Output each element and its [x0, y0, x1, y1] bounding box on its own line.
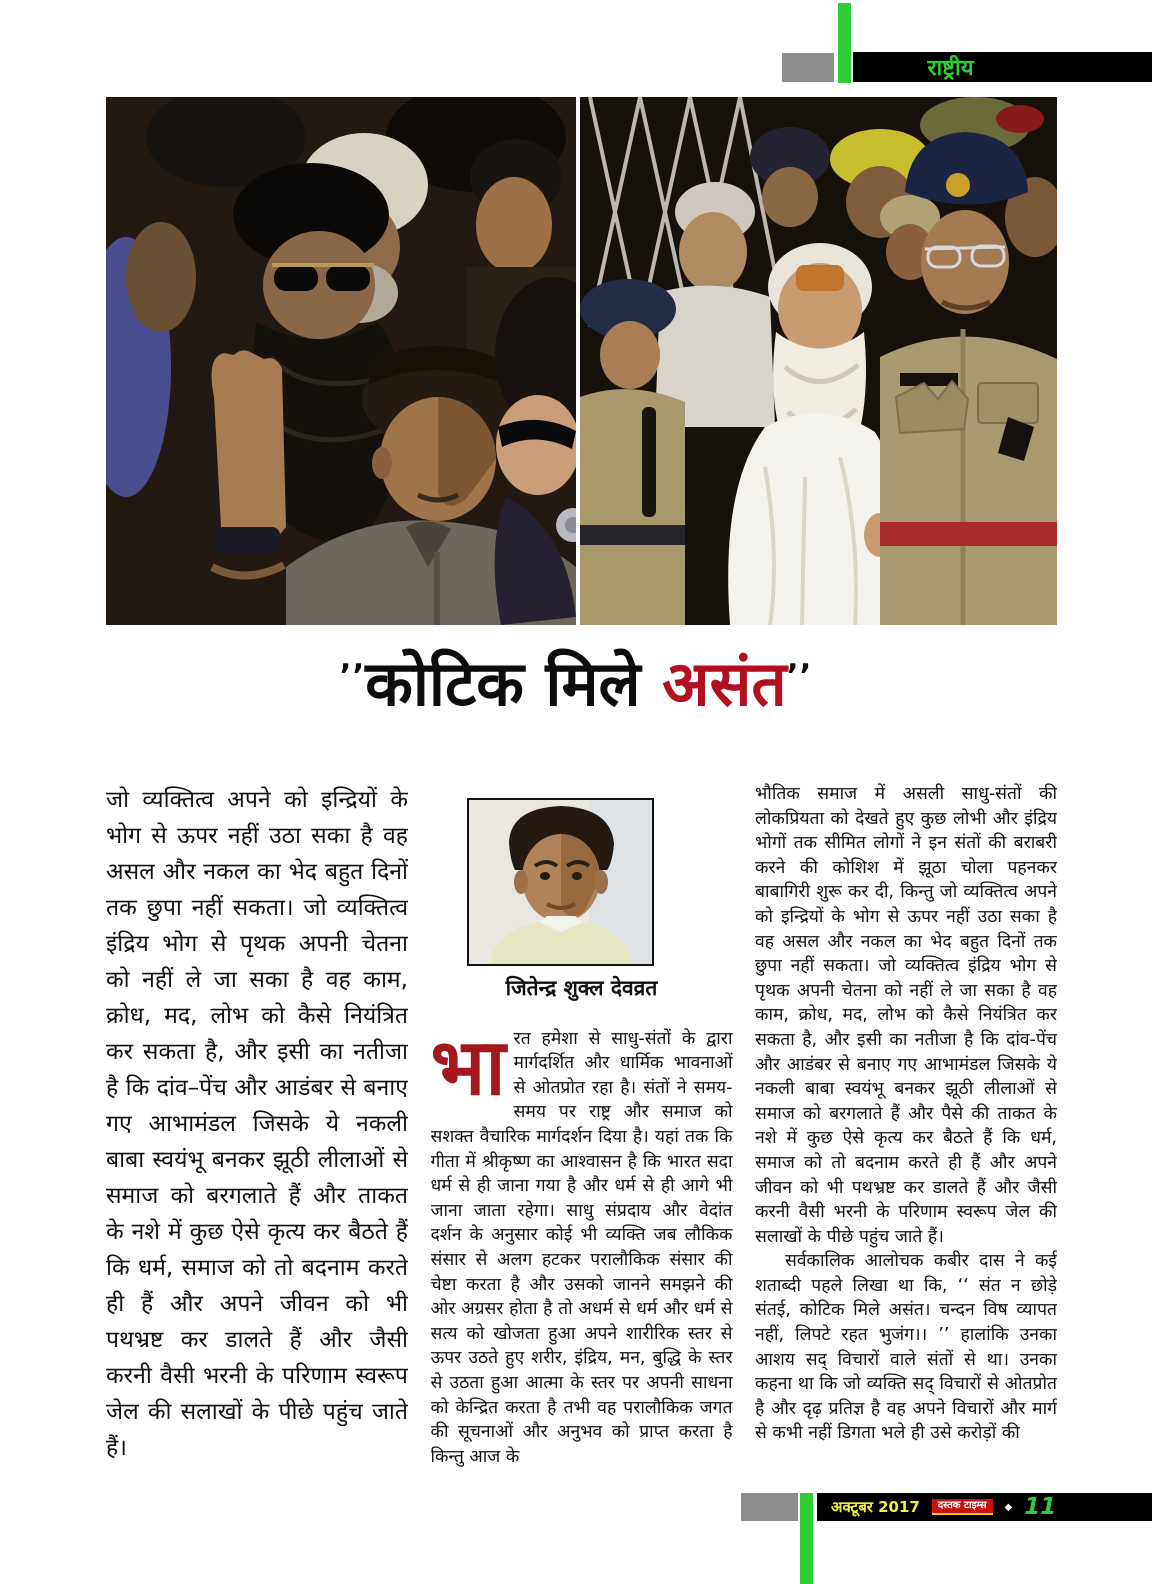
middle-paragraph: [430, 1022, 733, 1470]
news-photo-left: [106, 97, 576, 625]
header-green-bar: [838, 3, 851, 83]
footer-green-bar: [800, 1493, 813, 1584]
author-photo: [467, 798, 654, 966]
column-right: [755, 782, 1057, 1488]
headline-open-quote: ’’: [339, 657, 366, 694]
news-photo-right: [580, 97, 1057, 625]
header-gray-block: [782, 53, 834, 82]
footer-date: अक्टूबर 2017: [831, 1498, 920, 1516]
header-section-bar: [853, 52, 1152, 82]
column-left: [106, 782, 408, 1482]
headline-red-text: असंत: [662, 647, 787, 720]
author-caption: जितेन्द्र शुक्ल देवव्रत: [505, 976, 658, 1000]
dropcap-letter: भा: [430, 1022, 506, 1113]
right-paragraph-2: सर्वकालिक आलोचक कबीर दास ने कई शताब्दी पहले लिखा था कि, ‘‘ संत न छोड़े संतई, कोटिक मिले असंत। चन्दन विष व्यापत नहीं, लिपटे रहत भुजंग।। ’’ हालांकि उनका आशय सद् विचारों वाले संतों से था। उनका कहना था कि जो व्यक्ति सद् विचारों से ओतप्रोत है और दृढ़ प्रतिज्ञ है वह अपने विचारों और मार्ग से कभी नहीं डिगता भले ही उसे करोड़ों की: [755, 1251, 1057, 1444]
footer-gray-block: [741, 1493, 798, 1521]
article-headline: [0, 647, 1152, 720]
right-paragraph-1: भौतिक समाज में असली साधु-संतों की लोकप्रियता को देखते हुए कुछ लोभी और इंद्रिय भोगों तक सीमित लोगों ने इन संतों की बराबरी करने की कोशिश में झूठा चोला पहनकर बाबागिरी शुरू कर दी, किन्तु जो व्यक्तित्व अपने को इन्द्रियों के भोग से ऊपर नहीं उठा सका है वह असल और नकल का भेद बहुत दिनों तक छुपा नहीं सकता। जो व्यक्तित्व इंद्रिय भोग से पृथक अपनी चेतना को नहीं ले जा सका है वह काम, क्रोध, मद, लोभ को कैसे नियंत्रित कर सकता है, और इसी का नतीजा है कि दांव-पेंच और आडंबर से बनाए गए आभामंडल जिसके ये नकली बाबा स्वयंभू बनकर झूठी लीलाओं से समाज को बरगलाते हैं और पैसे की ताकत के नशे में कुछ ऐसे कृत्य कर बैठते हैं कि धर्म, समाज को तो बदनाम करते ही हैं और अपने जीवन को भी पथभ्रष्ट कर डालते हैं और जैसी करनी वैसी भरनी के परिणाम स्वरूप जेल की सलाखों के पीछे पहुंच जाते हैं।: [755, 784, 1057, 1247]
left-column-text: जो व्यक्तित्व अपने को इन्द्रियों के भोग से ऊपर नहीं उठा सका है वह असल और नकल का भेद बहुत दिनों तक छुपा नहीं सकता। जो व्यक्तित्व इंद्रिय भोग से पृथक अपनी चेतना को नहीं ले जा सका है वह काम, क्रोध, मद, लोभ को कैसे नियंत्रित कर सकता है, और इसी का नतीजा है कि दांव–पेंच और आडंबर से बनाए गए आभामंडल जिसके ये नकली बाबा स्वयंभू बनकर झूठी लीलाओं से समाज को बरगलाते हैं और ताकत के नशे में कुछ ऐसे कृत्य कर बैठते हैं कि धर्म, समाज को तो बदनाम करते ही हैं और अपने जीवन को भी पथभ्रष्ट कर डालते हैं और जैसी करनी वैसी भरनी के परिणाम स्वरूप जेल की सलाखों के पीछे पहुंच जाते हैं।: [106, 787, 408, 1461]
headline-black-text: कोटिक मिले: [365, 647, 663, 720]
article-body: [106, 782, 1057, 1488]
page-number: 11: [1024, 1493, 1057, 1520]
diamond-icon: ◆: [1004, 1501, 1013, 1513]
middle-paragraph-text: रत हमेशा से साधु-संतों के द्वारा मार्गदर्शित और धार्मिक भावनाओं से ओतप्रोत रहा है। संतों ने समय-समय पर राष्ट्र और समाज को सशक्त वैचारिक मार्गदर्शन दिया है। यहां तक कि गीता में श्रीकृष्ण का आश्वासन है कि भारत सदा धर्म से ही जाना गया है और धर्म से ही आगे भी जाना जाता रहेगा। साधु संप्रदाय और वेदांत दर्शन के अनुसार कोई भी व्यक्ति जब लौकिक संसार से अलग हटकर परालौकिक संसार की चेष्टा करता है और उसको जानने समझने की ओर अग्रसर होता है तो अधर्म से धर्म और धर्म से सत्य को खोजता हुआ अपने शारीरिक स्तर से ऊपर उठते हुए शरीर, इंद्रिय, मन, बुद्धि के स्तर से उठता हुआ आत्मा के स्तर पर अपनी साधना को केन्द्रित करता है तभी वह परालौकिक जगत की सूचनाओं और अनुभव को प्राप्त करता है किन्तु आज के: [430, 1028, 733, 1467]
footer-bar: [817, 1493, 1152, 1521]
news-photo-strip: [106, 97, 1057, 625]
section-label: राष्ट्रीय: [927, 56, 974, 81]
headline-close-quote: ’’: [786, 657, 813, 694]
column-middle: [431, 782, 733, 1488]
magazine-logo: दस्तक टाइम्स: [932, 1499, 993, 1515]
